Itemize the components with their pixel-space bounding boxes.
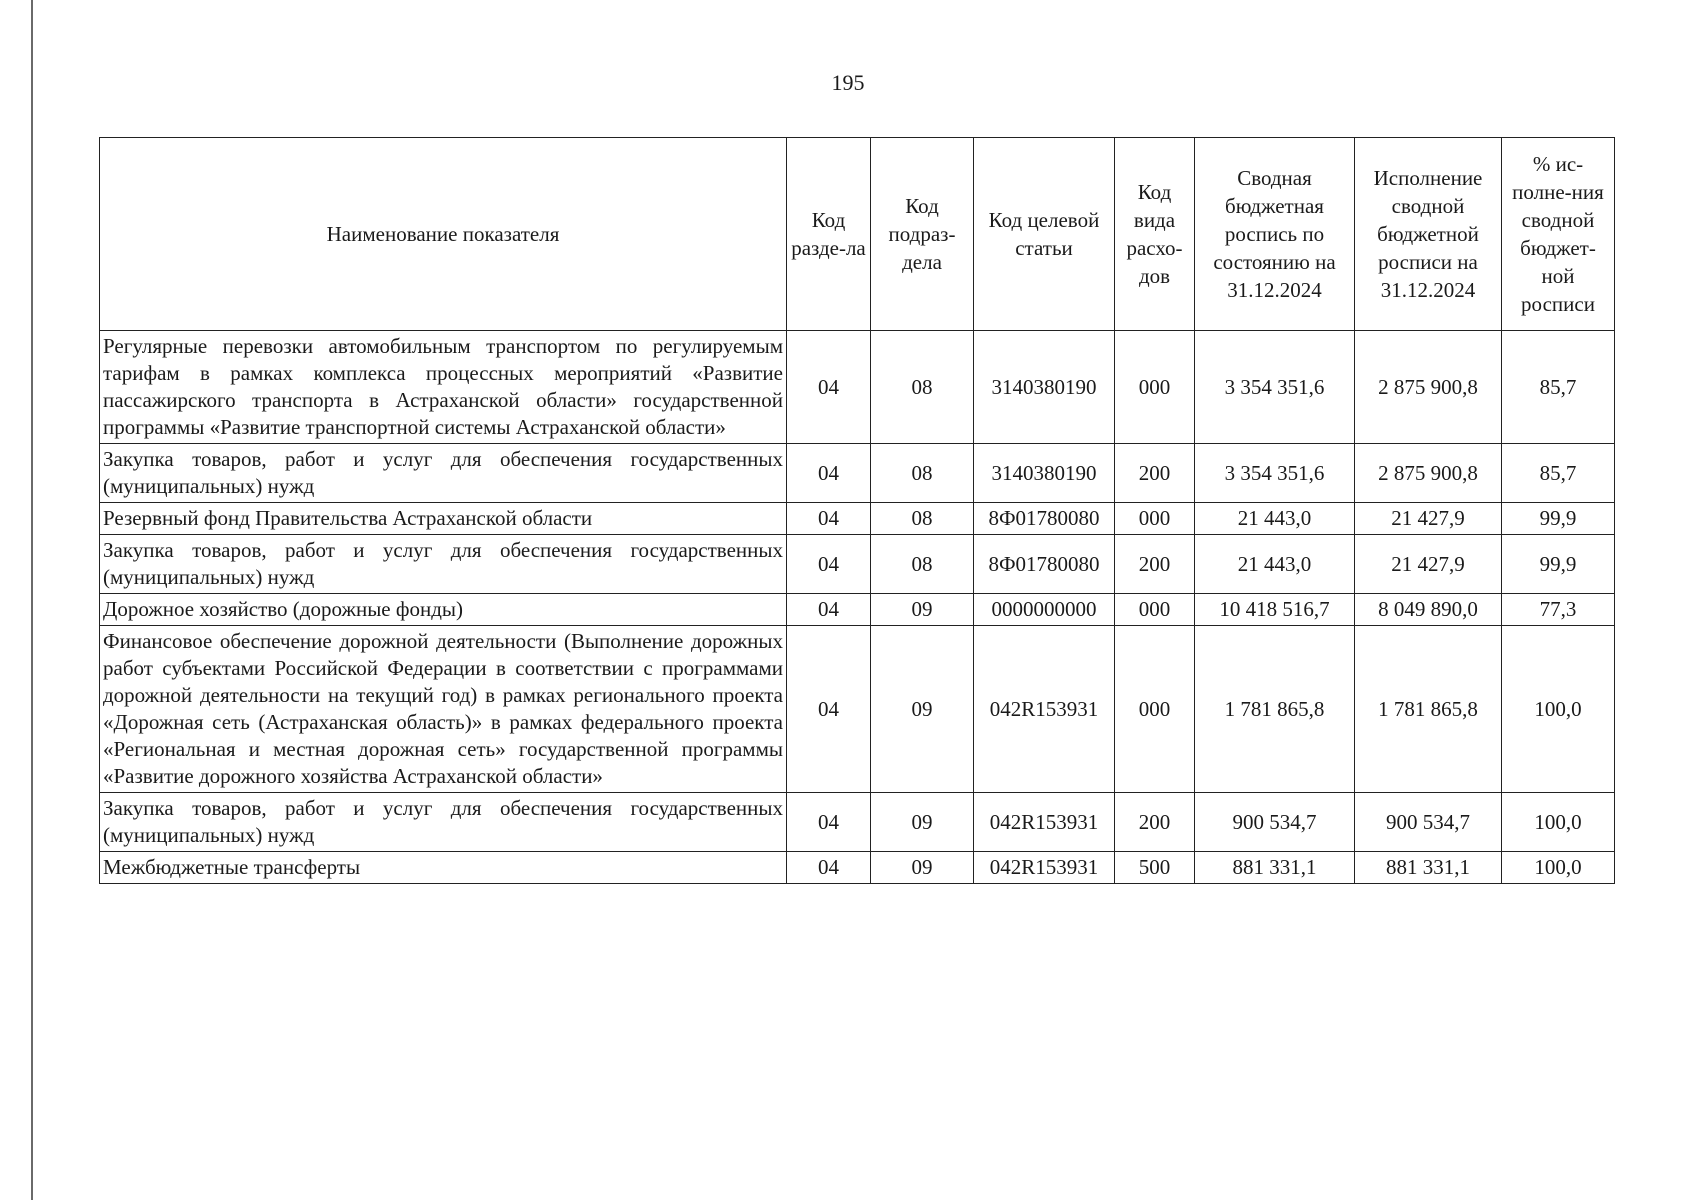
table-row: [100, 626, 1615, 793]
table-row: [100, 535, 1615, 594]
header-percent: % ис-полне-ния сводной бюджет-ной росписи: [1502, 138, 1615, 331]
row-fact: 900 534,7: [1355, 793, 1502, 852]
table-row: [100, 594, 1615, 626]
row-expense-type: 200: [1115, 793, 1195, 852]
row-fact: 21 427,9: [1355, 503, 1502, 535]
budget-execution-table: [99, 137, 1615, 884]
table-row: [100, 444, 1615, 503]
table-row: [100, 793, 1615, 852]
header-target-code: Код целевой статьи: [974, 138, 1115, 331]
row-expense-type: 000: [1115, 626, 1195, 793]
row-expense-type: 000: [1115, 594, 1195, 626]
row-percent: 100,0: [1502, 852, 1615, 884]
row-podrazdel: 09: [871, 852, 974, 884]
header-podrazdel: Код подраз-дела: [871, 138, 974, 331]
row-plan: 881 331,1: [1195, 852, 1355, 884]
row-razdel: 04: [787, 626, 871, 793]
row-name: Дорожное хозяйство (дорожные фонды): [100, 594, 787, 626]
table-row: [100, 331, 1615, 444]
row-expense-type: 200: [1115, 535, 1195, 594]
row-target-code: 042R153931: [974, 852, 1115, 884]
header-fact: Исполнение сводной бюджетной росписи на 31.12.2024: [1355, 138, 1502, 331]
row-razdel: 04: [787, 852, 871, 884]
row-plan: 3 354 351,6: [1195, 444, 1355, 503]
row-percent: 85,7: [1502, 444, 1615, 503]
row-fact: 2 875 900,8: [1355, 331, 1502, 444]
row-name: Межбюджетные трансферты: [100, 852, 787, 884]
header-expense-type: Код вида расхо-дов: [1115, 138, 1195, 331]
row-plan: 3 354 351,6: [1195, 331, 1355, 444]
row-podrazdel: 09: [871, 594, 974, 626]
row-percent: 85,7: [1502, 331, 1615, 444]
row-expense-type: 500: [1115, 852, 1195, 884]
row-fact: 1 781 865,8: [1355, 626, 1502, 793]
row-podrazdel: 09: [871, 626, 974, 793]
row-name: Закупка товаров, работ и услуг для обеспечения государственных (муниципальных) нужд: [100, 444, 787, 503]
row-plan: 10 418 516,7: [1195, 594, 1355, 626]
row-fact: 8 049 890,0: [1355, 594, 1502, 626]
row-plan: 1 781 865,8: [1195, 626, 1355, 793]
row-expense-type: 000: [1115, 331, 1195, 444]
row-razdel: 04: [787, 535, 871, 594]
row-percent: 99,9: [1502, 535, 1615, 594]
row-expense-type: 000: [1115, 503, 1195, 535]
row-podrazdel: 08: [871, 535, 974, 594]
row-target-code: 3140380190: [974, 331, 1115, 444]
header-plan: Сводная бюджетная роспись по состоянию на 31.12.2024: [1195, 138, 1355, 331]
row-target-code: 042R153931: [974, 626, 1115, 793]
table-header-row: [100, 138, 1615, 331]
row-percent: 77,3: [1502, 594, 1615, 626]
row-razdel: 04: [787, 444, 871, 503]
row-plan: 21 443,0: [1195, 503, 1355, 535]
row-razdel: 04: [787, 503, 871, 535]
row-name: Закупка товаров, работ и услуг для обеспечения государственных (муниципальных) нужд: [100, 535, 787, 594]
row-razdel: 04: [787, 594, 871, 626]
row-percent: 99,9: [1502, 503, 1615, 535]
row-plan: 21 443,0: [1195, 535, 1355, 594]
row-name: Закупка товаров, работ и услуг для обеспечения государственных (муниципальных) нужд: [100, 793, 787, 852]
row-podrazdel: 08: [871, 444, 974, 503]
row-name: Резервный фонд Правительства Астраханской области: [100, 503, 787, 535]
row-podrazdel: 08: [871, 331, 974, 444]
row-percent: 100,0: [1502, 626, 1615, 793]
table-row: [100, 503, 1615, 535]
row-razdel: 04: [787, 331, 871, 444]
row-expense-type: 200: [1115, 444, 1195, 503]
row-fact: 881 331,1: [1355, 852, 1502, 884]
row-name: Финансовое обеспечение дорожной деятельности (Выполнение дорожных работ субъектами Российской Федерации в соответствии с программами дорожной деятельности на текущий год) в рамках регионального проекта «Дорожная сеть (Астраханская область)» в рамках федерального проекта «Региональная и местная дорожная сеть» государственной программы «Развитие дорожного хозяйства Астраханской области»: [100, 626, 787, 793]
row-fact: 2 875 900,8: [1355, 444, 1502, 503]
row-podrazdel: 08: [871, 503, 974, 535]
row-razdel: 04: [787, 793, 871, 852]
row-target-code: 3140380190: [974, 444, 1115, 503]
left-margin-rule: [31, 0, 33, 1200]
row-plan: 900 534,7: [1195, 793, 1355, 852]
row-percent: 100,0: [1502, 793, 1615, 852]
row-target-code: 042R153931: [974, 793, 1115, 852]
header-name: Наименование показателя: [100, 138, 787, 331]
row-name: Регулярные перевозки автомобильным транспортом по регулируемым тарифам в рамках комплекса процессных мероприятий «Развитие пассажирского транспорта в Астраханской области» государственной программы «Развитие транспортной системы Астраханской области»: [100, 331, 787, 444]
row-fact: 21 427,9: [1355, 535, 1502, 594]
row-podrazdel: 09: [871, 793, 974, 852]
row-target-code: 8Ф01780080: [974, 535, 1115, 594]
row-target-code: 0000000000: [974, 594, 1115, 626]
page-number: 195: [831, 70, 865, 95]
table-row: [100, 852, 1615, 884]
row-target-code: 8Ф01780080: [974, 503, 1115, 535]
header-razdel: Код разде-ла: [787, 138, 871, 331]
